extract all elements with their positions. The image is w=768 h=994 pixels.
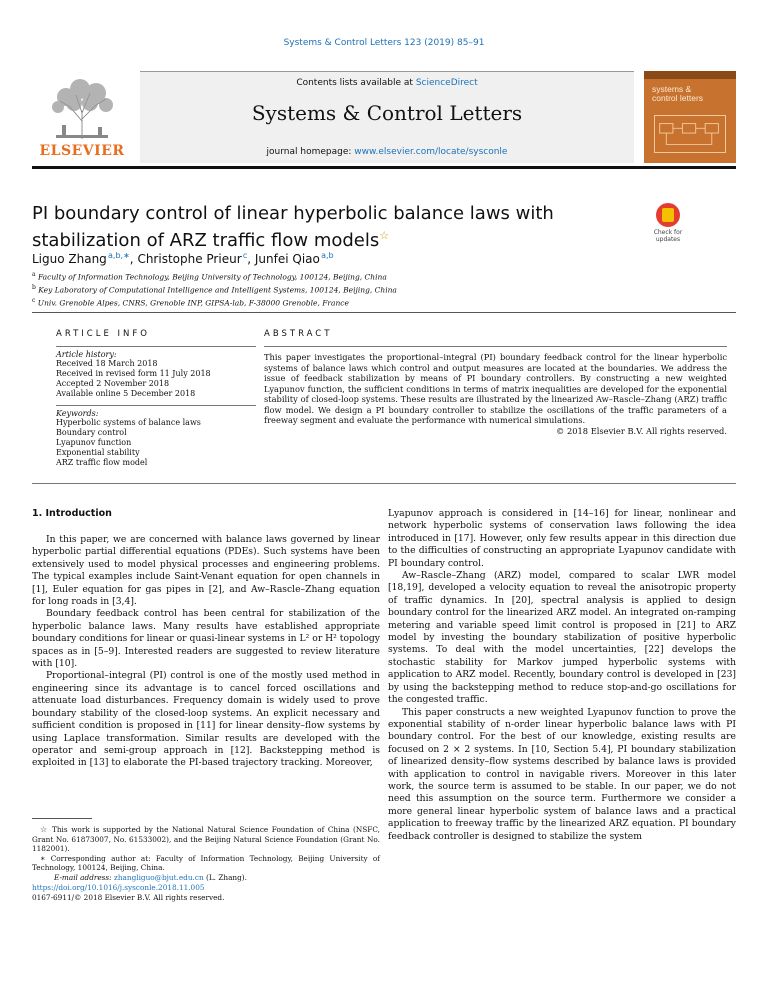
journal-cover-thumbnail[interactable] xyxy=(644,71,736,163)
keyword: Exponential stability xyxy=(56,448,140,457)
keywords-label: Keywords: xyxy=(56,409,99,418)
elsevier-wordmark: ELSEVIER xyxy=(39,143,125,159)
journal-citation-link[interactable]: Systems & Control Letters 123 (2019) 85–91 xyxy=(283,38,485,48)
paper-title-text: PI boundary control of linear hyperbolic balance laws with stabilization of ARZ traffic flow models xyxy=(32,203,554,251)
check-for-updates-badge[interactable] xyxy=(650,203,686,243)
body-paragraph: In this paper, we are concerned with balance laws governed by linear hyperbolic partial differential equations (PDEs). Such systems have been extensively used to model physical processes and engineering problems. The typical examples include Saint-Venant equation for open channels in [1], Euler equation for gas pipes in [2], and Aw–Rascle–Zhang equation for long roads in [3,4]. xyxy=(32,534,380,608)
body-paragraph: Aw–Rascle–Zhang (ARZ) model, compared to scalar LWR model [18,19], developed a velocity equation to reveal the anisotropic property of traffic dynamics. In [20], spectral analysis is applied to design boundary control for the linearized ARZ model. An integrated on-ramping metering and variable speed limit control is proposed in [21] to ARZ model by investing the boundary stabilization of positive hyperbolic systems. To deal with the model uncertainties, [22] develops the stochastic stability for Markov jumped hyperbolic systems with application to ARZ model. Recently, boundary control is developed in [23] by using the backstepping method to reduce stop-and-go oscillations for the congested traffic. xyxy=(388,570,736,706)
header-rule xyxy=(32,166,736,169)
body-left-column xyxy=(32,508,380,770)
history-item: Accepted 2 November 2018 xyxy=(56,379,170,388)
info-rule xyxy=(56,346,256,347)
info-rule xyxy=(56,405,256,406)
crossmark-label xyxy=(650,229,686,243)
crossmark-bookmark-icon xyxy=(662,208,674,222)
footnote-rule xyxy=(32,818,92,819)
title-footnote-mark[interactable]: ☆ xyxy=(379,229,390,242)
affiliation-mark: c xyxy=(32,297,36,304)
abstract-copyright: © 2018 Elsevier B.V. All rights reserved. xyxy=(556,425,727,436)
contents-line xyxy=(140,78,634,88)
affiliation xyxy=(32,283,632,296)
sciencedirect-link[interactable]: ScienceDirect xyxy=(415,78,478,88)
body-paragraph: Proportional–integral (PI) control is one of the mostly used method in engineering since its advantage is to cancel forced oscillations and attenuate load disturbances. Frequency domain is widely used to prove boundary stability of the closed-loop systems. An explicit necessary and sufficient condition is proposed in [11] for linear density–flow systems by using Laplace transformation. Similar results are developed with the operator and semi-group approach in [12]. Backstepping method is exploited in [13] to elaborate the PI-based trajectory tracking. Moreover, xyxy=(32,670,380,769)
history-item: Received in revised form 11 July 2018 xyxy=(56,369,211,378)
doi-link[interactable]: https://doi.org/10.1016/j.sysconle.2018.11.005 xyxy=(32,883,205,892)
affiliation-mark: b xyxy=(32,284,36,291)
abstract-heading: ABSTRACT xyxy=(264,329,333,339)
keyword: Lyapunov function xyxy=(56,438,132,447)
history-item: Available online 5 December 2018 xyxy=(56,389,196,398)
affiliation-text: Key Laboratory of Computational Intelligence and Intelligent Systems, 100124, Beijing, China xyxy=(38,285,397,295)
abstract-rule xyxy=(264,346,727,347)
keyword: ARZ traffic flow model xyxy=(56,458,148,467)
email-footnote xyxy=(32,873,380,883)
front-matter-rule xyxy=(32,312,736,313)
cover-strip xyxy=(644,71,736,79)
footnotes xyxy=(32,818,380,882)
affiliation-text: Univ. Grenoble Alpes, CNRS, Grenoble INP, GIPSA-lab, F-38000 Grenoble, France xyxy=(37,298,349,308)
article-info-heading: ARTICLE INFO xyxy=(56,329,150,339)
elsevier-logo[interactable] xyxy=(32,71,132,163)
history-item: Received 18 March 2018 xyxy=(56,359,158,368)
journal-homepage-link[interactable]: www.elsevier.com/locate/sysconle xyxy=(354,147,508,157)
funding-footnote xyxy=(32,825,380,854)
article-info-panel xyxy=(56,346,256,468)
affiliation-text: Faculty of Information Technology, Beijing University of Technology, 100124, Beijing, China xyxy=(37,272,387,282)
funding-mark: ☆ xyxy=(40,825,49,834)
homepage-prefix: journal homepage: xyxy=(266,147,355,157)
journal-title: Systems & Control Letters xyxy=(251,101,523,125)
author-list: Liguo Zhang $^{a,b,∗}$, Christophe Prieur $^c$, Junfei Qiao $^{a,b}$ xyxy=(32,251,334,266)
affiliation xyxy=(32,296,632,309)
body-paragraph: Boundary feedback control has been central for stabilization of the hyperbolic balance laws. Many results have established appropriate boundary conditions for linear or quasi-linear systems in L² or H² topology spaces as in [5–9]. Interested readers are suggested to review literature with [10]. xyxy=(32,608,380,670)
email-link[interactable]: zhangliguo@bjut.edu.cn xyxy=(113,872,204,882)
corresponding-text: Corresponding author at: Faculty of Information Technology, Beijing University of Technology, 100124, Beijing, China. xyxy=(32,853,380,872)
email-label: E-mail address: xyxy=(54,872,112,882)
affiliation xyxy=(32,270,632,283)
cover-title-line1: systems & xyxy=(652,84,692,94)
contents-prefix: Contents lists available at xyxy=(296,78,416,88)
crossmark-line1: Check for xyxy=(653,229,683,236)
cover-title xyxy=(652,85,703,103)
body-paragraph: This paper constructs a new weighted Lyapunov function to prove the exponential stability of n-order linear hyperbolic balance laws with PI boundary control. For the best of our knowledge, existing results are focused on 2 × 2 systems. In [10, Section 5.4], PI boundary stabilization of linearized density–flow systems described by balance laws is provided with application to control in navigable rivers. Moreover in this later work, the source term is assumed to be stable. In our paper, we do not need this assumption on the source term. Furthermore we consider a more general linear hyperbolic system of balance laws and a practical application to freeway traffic by the linearized ARZ equation. PI boundary feedback controller is designed to stabilize the system xyxy=(388,706,736,842)
abstract-bottom-rule xyxy=(32,483,736,484)
body-right-column xyxy=(388,508,736,843)
doi-block xyxy=(32,883,380,902)
corresponding-footnote xyxy=(32,854,380,873)
author-name[interactable]: Liguo Zhang xyxy=(32,252,107,266)
keyword: Boundary control xyxy=(56,428,127,437)
abstract-text: This paper investigates the proportional–integral (PI) boundary feedback control for the linear hyperbolic systems of balance laws which control and output measures are located at the boundaries. We address the issue of feedback stabilization by means of PI boundary controllers. By constructing a new weighted Lyapunov function, the sufficient conditions in terms of matrix inequalities are developed for the exponential stability of closed-loop systems. These results are illustrated by the linearized Aw–Rascle–Zhang (ARZ) traffic flow model. We design a PI boundary controller to stabilize the oscillations of the traffic parameters of a freeway segment and evaluate the performance with numerical simulations. xyxy=(264,352,727,425)
author-affil-mark[interactable]: a,b xyxy=(321,251,334,260)
journal-header xyxy=(32,71,736,166)
introduction-heading: 1. Introduction xyxy=(32,508,112,519)
cover-diagram-icon xyxy=(654,115,726,153)
corresponding-mark: ∗ xyxy=(40,853,46,863)
author-affil-mark[interactable]: c xyxy=(242,251,248,260)
email-suffix: (L. Zhang). xyxy=(205,872,247,882)
body-paragraph: Lyapunov approach is considered in [14–16] for linear, nonlinear and network hyperbolic systems of conservation laws following the idea introduced in [17]. However, only few results appear in this direction due to the difficulties of constructing an appropriate Lyapunov candidate with PI boundary control. xyxy=(388,508,736,569)
paper-title xyxy=(32,203,592,252)
affiliation-mark: a xyxy=(32,271,36,278)
homepage-line xyxy=(140,147,634,157)
crossmark-line2: updates xyxy=(655,236,681,243)
history-label: Article history: xyxy=(56,350,117,359)
author-name[interactable]: Christophe Prieur xyxy=(137,252,242,266)
cover-title-line2: control letters xyxy=(652,93,704,103)
keyword: Hyperbolic systems of balance laws xyxy=(56,418,201,427)
elsevier-tree-icon xyxy=(50,77,114,141)
abstract-panel xyxy=(264,346,727,436)
affiliation-list xyxy=(32,270,632,309)
journal-info-box xyxy=(140,71,634,163)
author-name[interactable]: Junfei Qiao xyxy=(254,252,320,266)
author-affil-mark[interactable]: a,b,∗ xyxy=(108,251,130,260)
issn-line: 0167-6911/© 2018 Elsevier B.V. All rights reserved. xyxy=(32,892,225,902)
funding-text: This work is supported by the National Natural Science Foundation of China (NSFC, Grant No. 61873007, No. 61533002), and the Beijing Natural Science Foundation (Grant No. 1182001). xyxy=(32,825,380,853)
